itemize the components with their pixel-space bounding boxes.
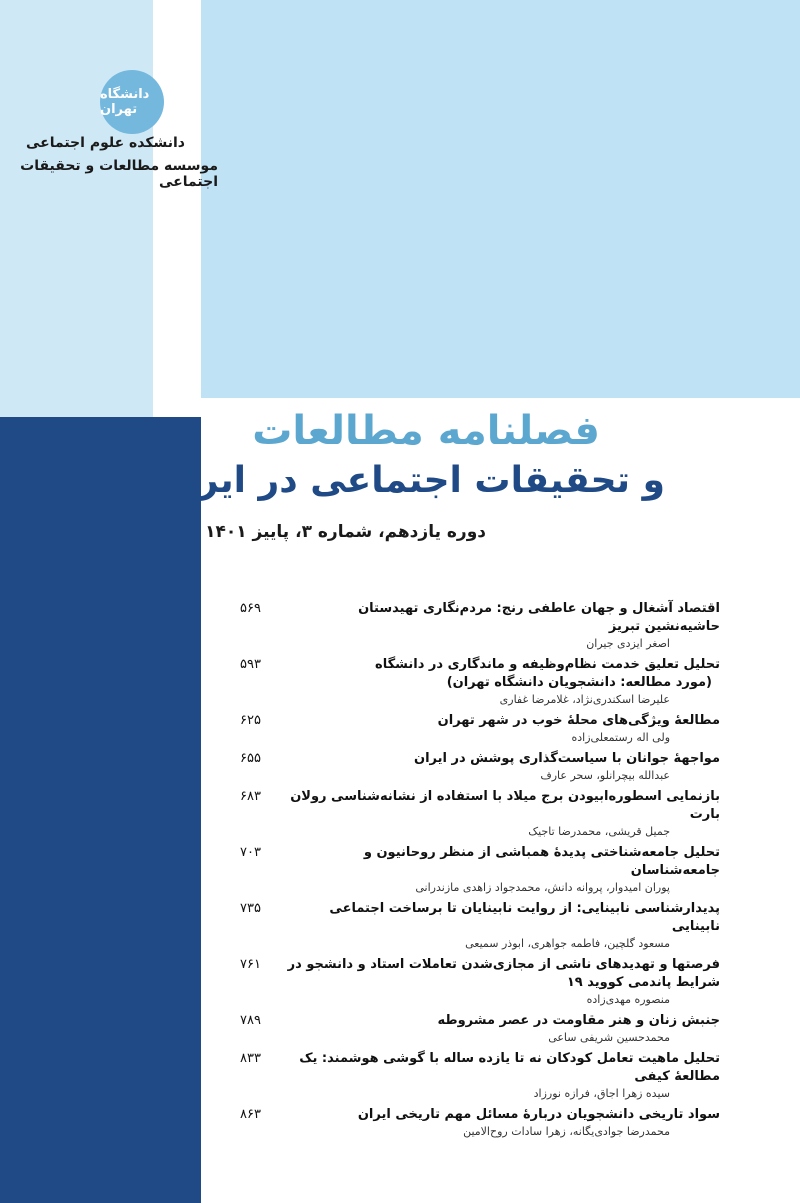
university-logo — [100, 70, 164, 134]
article-authors: ولی اله رستمعلی‌زاده — [571, 731, 670, 744]
journal-title-line2: و تحقیقات اجتماعی در ایران — [154, 460, 665, 501]
article-title: مواجهۀ جوانان با سیاست‌گذاری پوشش در ایران — [413, 751, 720, 766]
institute-name: موسسه مطالعات و تحقیقات اجتماعی — [20, 158, 218, 190]
page-number: ۶۸۳ — [240, 789, 261, 804]
article-title: پدیدارشناسی نابینایی: از روایت نابینایان تا برساخت اجتماعی نابینایی — [329, 901, 720, 934]
page-number: ۷۰۳ — [240, 845, 261, 860]
article-authors: پوران امیدوار، پروانه دانش، محمدجواد زاهدی مازندرانی — [415, 881, 670, 894]
toc-item — [240, 1106, 720, 1140]
page-number: ۷۳۵ — [240, 901, 261, 916]
toc-item — [240, 600, 720, 652]
logo-text: دانشگاه تهران — [100, 87, 150, 117]
article-title: بازنمایی اسطوره‌ابیودن برج میلاد با استفاده از نشانه‌شناسی رولان بارت — [290, 789, 720, 822]
page-number: ۸۳۳ — [240, 1051, 261, 1066]
article-title: تحلیل تعلیق خدمت نظام‌وظیفه و ماندگاری در دانشگاه — [375, 657, 720, 672]
article-authors: سیده زهرا اجاق، فرازه نورزاد — [533, 1087, 670, 1100]
page-number: ۷۶۱ — [240, 957, 261, 972]
article-authors: محمدحسین شریفی ساعی — [548, 1031, 670, 1044]
table-of-contents — [240, 600, 720, 1144]
article-subtitle: (مورد مطالعه: دانشجویان دانشگاه تهران) — [446, 675, 712, 690]
article-title: تحلیل جامعه‌شناختی پدیدۀ همباشی از منظر روحانیون و جامعه‌شناسان — [363, 845, 720, 878]
toc-item — [240, 956, 720, 1008]
page-number: ۶۵۵ — [240, 751, 261, 766]
top-white-strip — [153, 0, 201, 398]
article-authors: مسعود گلچین، فاطمه جواهری، ابوذر سمیعی — [465, 937, 670, 950]
toc-item — [240, 1012, 720, 1046]
article-title: اقتصاد آشغال و جهان عاطفی رنج: مردم‌نگاری تهیدستان حاشیه‌نشین تبریز — [358, 601, 720, 634]
article-title: سواد تاریخی دانشجویان دربارۀ مسائل مهم تاریخی ایران — [357, 1107, 720, 1122]
article-title: مطالعۀ ویژگی‌های محلۀ خوب در شهر تهران — [437, 713, 720, 728]
article-authors: اصغر ایزدی جیران — [586, 637, 670, 650]
page-number: ۵۶۹ — [240, 601, 261, 616]
page-number: ۵۹۳ — [240, 657, 261, 672]
article-authors: عبدالله بیچرانلو، سحر عارف — [540, 769, 670, 782]
journal-title-line1: فصلنامه مطالعات — [252, 408, 600, 454]
toc-item — [240, 900, 720, 952]
page-number: ۸۶۳ — [240, 1107, 261, 1122]
faculty-name: دانشکده علوم اجتماعی — [25, 135, 185, 151]
left-blue-panel — [0, 417, 201, 1203]
top-light-panel — [153, 0, 800, 398]
article-title: جنبش زنان و هنر مقاومت در عصر مشروطه — [437, 1013, 720, 1028]
toc-item — [240, 1050, 720, 1102]
issue-info: دوره یازدهم، شماره ۳، پاییز ۱۴۰۱ — [205, 522, 486, 542]
page-number: ۶۲۵ — [240, 713, 261, 728]
toc-item — [240, 788, 720, 840]
toc-item — [240, 844, 720, 896]
toc-item — [240, 656, 720, 708]
left-light-panel — [0, 0, 153, 417]
article-title: تحلیل ماهیت تعامل کودکان نه تا یازده ساله با گوشی هوشمند: یک مطالعۀ کیفی — [299, 1051, 720, 1084]
article-title: فرصتها و تهدیدهای ناشی از مجازی‌شدن تعاملات استاد و دانشجو در شرایط پاندمی کووید ۱۹ — [287, 957, 720, 990]
page-number: ۷۸۹ — [240, 1013, 261, 1028]
article-authors: محمدرضا جوادی‌یگانه، زهرا سادات روح‌الامین — [463, 1125, 670, 1138]
article-authors: جمیل قریشی، محمدرضا تاجیک — [528, 825, 670, 838]
toc-item — [240, 712, 720, 746]
toc-item — [240, 750, 720, 784]
article-authors: علیرضا اسکندری‌نژاد، غلامرضا غفاری — [499, 693, 670, 706]
article-authors: منصوره مهدی‌زاده — [586, 993, 670, 1006]
